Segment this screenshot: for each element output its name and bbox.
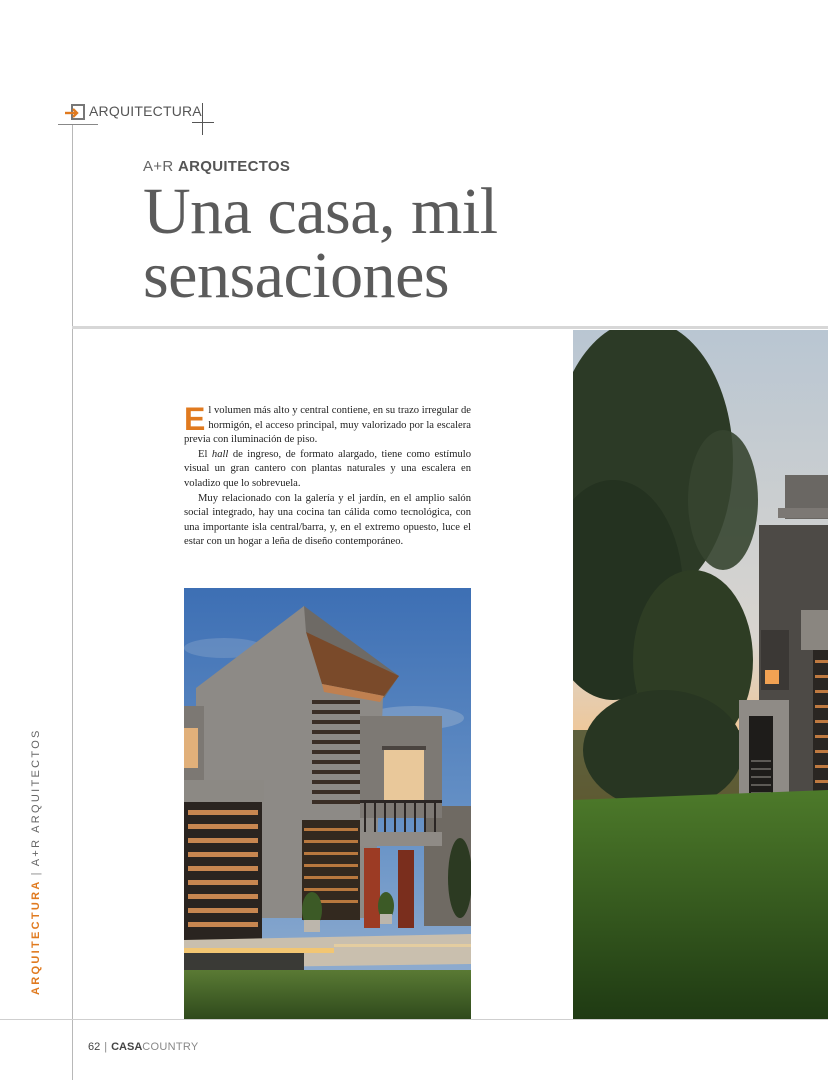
paragraph-text: l volumen más alto y central contiene, en su trazo irregular de hormigón, el acceso principal, muy valorizado por la escalera previa con iluminación de piso. bbox=[184, 405, 471, 446]
title-line-1: Una casa, mil bbox=[143, 175, 498, 248]
sidebar-separator: | bbox=[30, 870, 42, 876]
sidebar-running-head bbox=[30, 695, 46, 995]
section-label: ARQUITECTURA bbox=[89, 103, 202, 119]
drop-cap: E bbox=[184, 401, 206, 437]
magazine-name-light: COUNTRY bbox=[142, 1041, 199, 1053]
sidebar-firm: A+R ARQUITECTOS bbox=[30, 728, 42, 867]
crop-mark bbox=[192, 122, 214, 123]
article-kicker bbox=[143, 158, 290, 175]
paragraph-text: Muy relacionado con la galería y el jardín, en el amplio salón social integrado, hay una cocina tan cálida como tecnológica, con una importante isla central/barra, y, en el extremo opuesto, luce el estar con un hogar a leña de diseño contemporáneo. bbox=[184, 492, 471, 548]
page-margin-rule bbox=[72, 125, 73, 1080]
article-body bbox=[184, 401, 471, 550]
article-title bbox=[143, 175, 663, 312]
crop-mark bbox=[58, 124, 98, 125]
magazine-name-bold: CASA bbox=[111, 1041, 143, 1053]
page-number: 62 bbox=[88, 1041, 101, 1053]
paragraph bbox=[184, 492, 471, 550]
sidebar-section: ARQUITECTURA bbox=[30, 879, 42, 995]
arrow-into-box-icon bbox=[64, 104, 86, 122]
page-footer bbox=[88, 1041, 199, 1053]
paragraph-text: El bbox=[198, 448, 212, 460]
title-line-2: sensaciones bbox=[143, 239, 450, 312]
italic-term: hall bbox=[211, 448, 229, 460]
footer-rule bbox=[0, 1019, 828, 1020]
crop-mark bbox=[202, 103, 203, 135]
house-photo-front bbox=[184, 588, 471, 1019]
house-photo-garden bbox=[573, 330, 828, 1019]
kicker-bold: ARQUITECTOS bbox=[177, 158, 291, 175]
paragraph bbox=[184, 401, 471, 448]
title-divider bbox=[72, 326, 828, 329]
paragraph bbox=[184, 448, 471, 492]
footer-separator: | bbox=[104, 1041, 108, 1053]
paragraph-text: de ingreso, de formato alargado, tiene como estímulo visual un gran cantero con plantas naturales y una escalera en voladizo que lo sobrevuela. bbox=[184, 448, 471, 489]
kicker-light: A+R bbox=[143, 158, 174, 175]
